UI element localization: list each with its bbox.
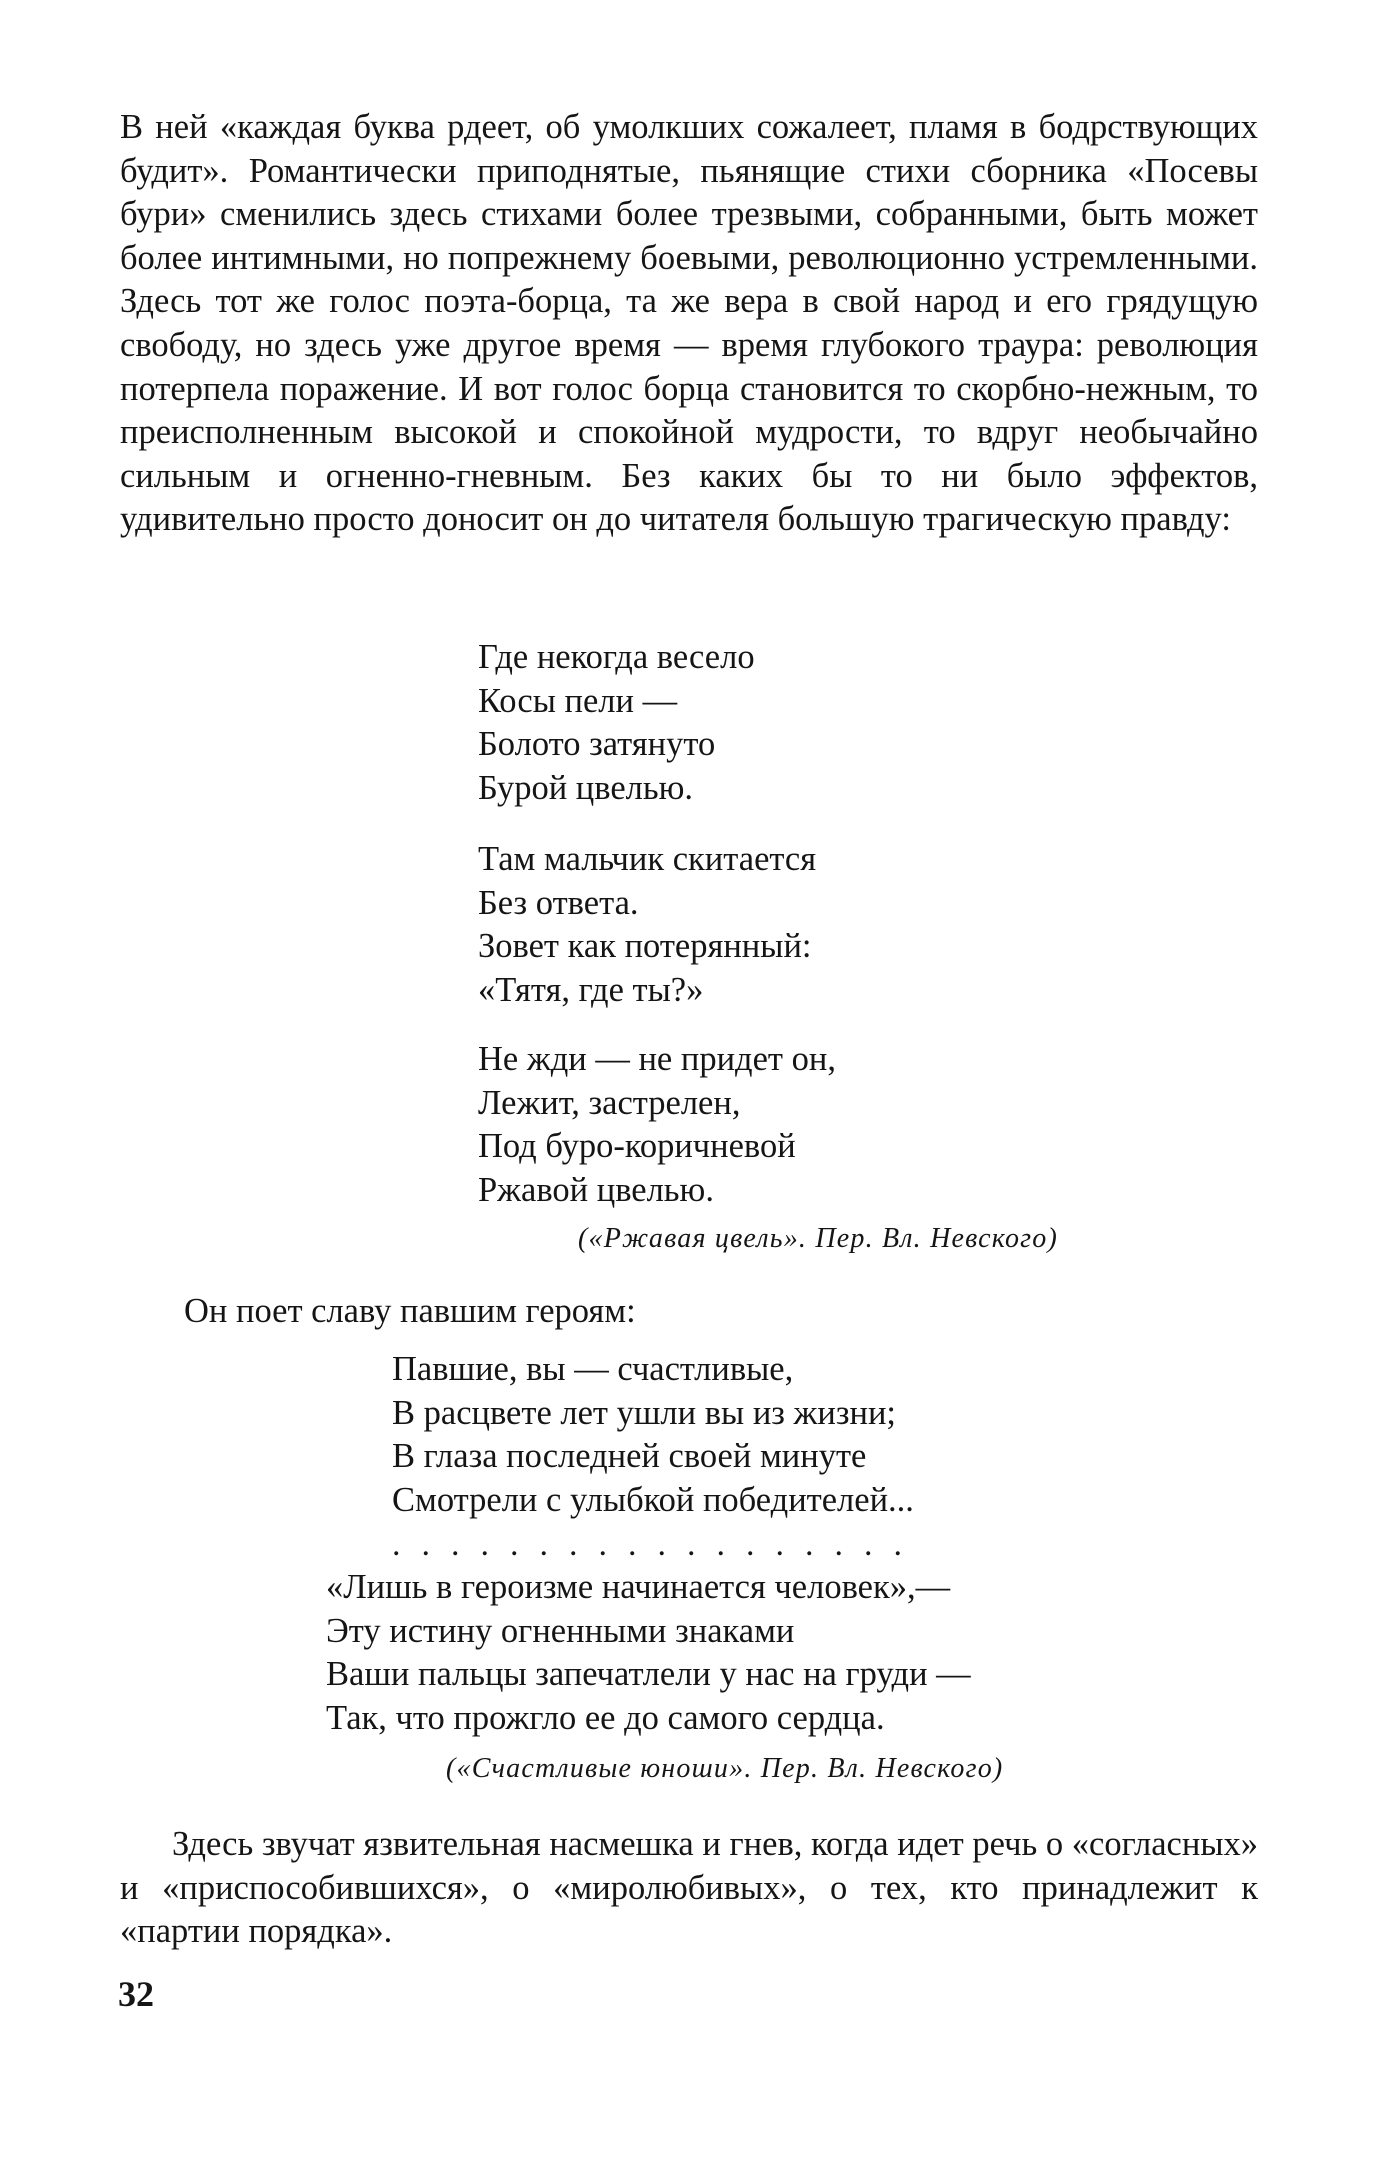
poem-stanza: [478, 838, 816, 1012]
poem-caption: («Счастливые юноши». Пер. Вл. Невского): [446, 1753, 1004, 1784]
body-paragraph: В ней «каждая буква рдеет, об умолкших сожалеет, пламя в бодрствующих будит». Романтически приподнятые, пьянящие стихи сборника «Посевы бури» сменились здесь стихами более трезвыми, собранными, быть может более интимными, но попрежнему боевыми, революционно устремленными. Здесь тот же голос поэта-борца, та же вера в свой народ и его грядущую свободу, но здесь уже другое время — время глубокого траура: революция потерпела поражение. И вот голос борца становится то скорбно-нежным, то преисполненным высокой и спокойной мудрости, то вдруг необычайно сильным и огненно-гневным. Без каких бы то ни было эффектов, удивительно просто доносит он до читателя большую трагическую правду:: [120, 108, 1258, 539]
poem-line: Зовет как потерянный:: [478, 927, 812, 966]
poem-line: Под буро-коричневой: [478, 1127, 796, 1166]
poem-line: Павшие, вы — счастливые,: [392, 1350, 794, 1388]
poem-line: Так, что прожгло ее до самого сердца.: [326, 1698, 885, 1737]
poem-caption: («Ржавая цвель». Пер. Вл. Невского): [578, 1223, 1059, 1254]
poem-line: Не жди — не придет он,: [478, 1040, 836, 1078]
poem-line: Эту истину огненными знаками: [326, 1611, 795, 1650]
poem-line: «Лишь в героизме начинается человек»,—: [326, 1568, 951, 1606]
poem-line: Бурой цвелью.: [478, 768, 694, 807]
poem-stanza: [478, 1038, 836, 1212]
poem-line: Где некогда весело: [478, 638, 755, 676]
poem-line: Болото затянуто: [478, 725, 716, 764]
page-number: 32: [118, 1974, 154, 2014]
poem-line: Без ответа.: [478, 883, 639, 922]
poem-stanza: [478, 636, 755, 810]
poem-line: Лежит, застрелен,: [478, 1083, 741, 1122]
poem-stanza: [326, 1566, 971, 1740]
poem-line: «Тятя, где ты?»: [478, 970, 704, 1009]
poem-line: Там мальчик скитается: [478, 840, 817, 878]
poem-line: В расцвете лет ушли вы из жизни;: [392, 1393, 896, 1432]
poem-line: Ваши пальцы запечатлели у нас на груди —: [326, 1655, 971, 1694]
poem-line: Смотрели с улыбкой победителей...: [392, 1480, 914, 1519]
poem-omission-dots: ..................: [392, 1526, 923, 1563]
poem-line: Ржавой цвелью.: [478, 1170, 714, 1209]
intro-line: Он поет славу павшим героям:: [184, 1292, 636, 1330]
poem-line: Косы пели —: [478, 681, 678, 720]
poem-stanza: [392, 1348, 914, 1522]
body-paragraph: Здесь звучат язвительная насмешка и гнев, когда идет речь о «согласных» и «приспособившихся», о «миролюбивых», о тех, кто принадлежит к «партии порядка».: [120, 1825, 1258, 1951]
poem-line: В глаза последней своей минуте: [392, 1437, 867, 1476]
